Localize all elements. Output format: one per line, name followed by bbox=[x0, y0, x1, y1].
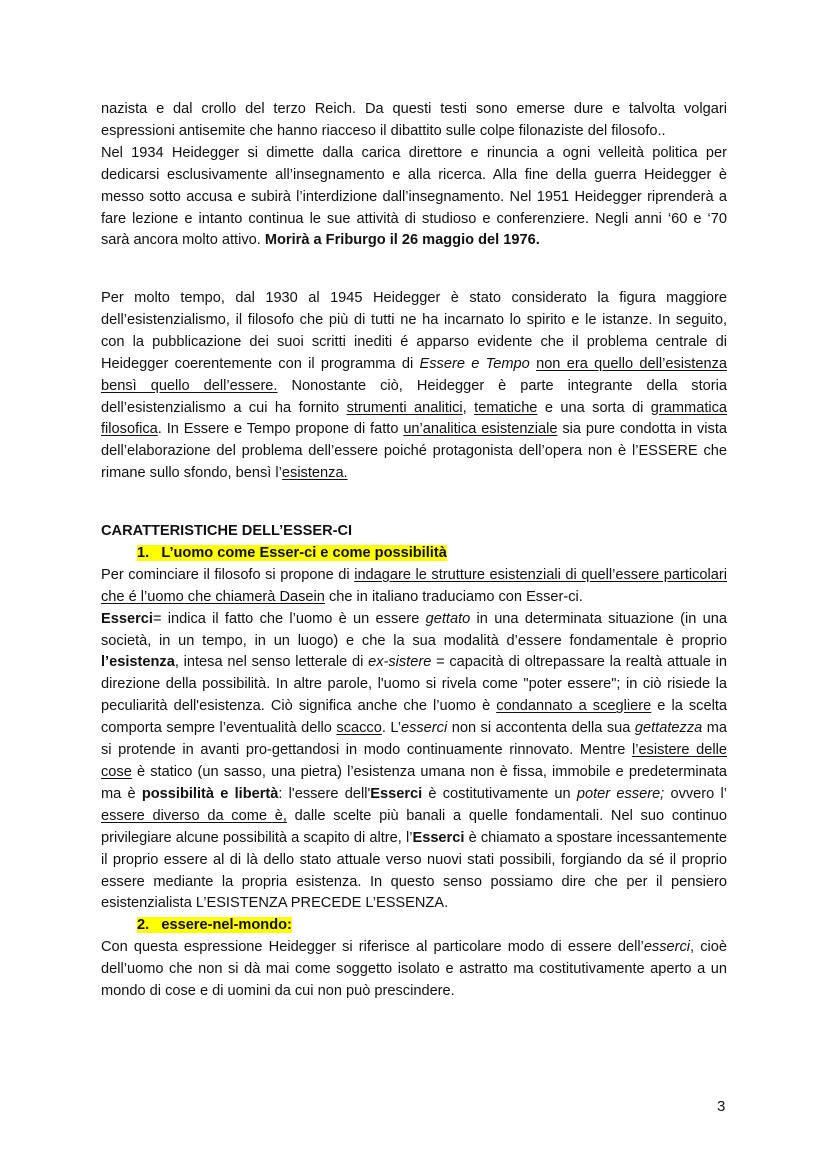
text: . In Essere e Tempo propone di fatto bbox=[157, 421, 404, 438]
text: è costitutivamente un bbox=[422, 785, 577, 802]
text: = capacità di oltrepassare la realtà attuale in direzione della possibilità. In altre parole, l'uomo si rivela come "poter essere"; in ciò risiede la peculiarità dell'esistenza. Ciò significa anche che l’uomo è bbox=[101, 654, 727, 715]
text: , cioè dell’uomo che non si dà mai come soggetto isolato e astratto ma costitutivamente aperto a un mondo di cose e di uomini da cui non può prescindere. bbox=[101, 939, 728, 1000]
italic-term: esserci bbox=[400, 720, 448, 737]
bold-term: Esserci bbox=[412, 829, 465, 846]
text: non si accontenta della sua bbox=[447, 720, 635, 737]
underlined-text: indagare le strutture esistenziali di quell’essere particolari che é l’uomo che chiamerà Dasein bbox=[101, 566, 727, 605]
underlined-text: l’esistere delle cose bbox=[101, 742, 727, 780]
italic-term: ex-sistere bbox=[368, 654, 432, 671]
text: Nonostante ciò, Heidegger è parte integrante della storia dell’esistenzialismo a cui ha fornito bbox=[101, 377, 727, 416]
text: nazista e dal crollo del terzo Reich. Da questi testi sono emerse dure e talvolta volgari espressioni antisemite che hanno riacceso il dibattito sulle colpe filonaziste del filosofo.. bbox=[101, 101, 727, 139]
italic-term: gettatezza bbox=[634, 720, 703, 737]
text: è chiamato a spostare incessantemente il proprio essere al di là dello stato attuale verso nuovi stati possibili, forgiando da sé il proprio essere mediante la propria esistenza. In questo senso possiamo dire che per il pensiero esistenzialista L’ESISTENZA PRECEDE L’ESSENZA. bbox=[101, 829, 727, 912]
paragraph-biography bbox=[101, 99, 727, 252]
list-item-1 bbox=[137, 543, 727, 565]
text: . L’ bbox=[381, 720, 401, 737]
text: e una sorta di bbox=[537, 399, 651, 416]
underlined-text: strumenti analitici bbox=[346, 399, 463, 416]
text: Nel 1934 Heidegger si dimette dalla carica direttore e rinuncia a ogni velleità politica per dedicarsi esclusivamente all’insegnamento e alla ricerca. Alla fine della guerra Heidegger è messo sotto accusa e subirà l’interdizione dall’insegnamento. Nel 1951 Heidegger riprenderà a fare lezione e intanto continua le sue attività di studioso e conferenziere. Negli anni ‘60 e ‘70 sarà ancora molto attivo. bbox=[101, 144, 727, 249]
underlined-text: condannato a scegliere bbox=[496, 698, 652, 715]
underlined-text: un’analitica esistenziale bbox=[403, 421, 558, 438]
list-number: 1. bbox=[137, 544, 150, 561]
page-number: 3 bbox=[717, 1098, 726, 1115]
text: sia pure condotta in vista dell’elaborazione del problema dell’essere poiché protagonista dell’opera non è l’ESSERE che rimane sullo sfondo, bensì l’ bbox=[101, 421, 727, 482]
list-number: 2. bbox=[137, 917, 150, 934]
death-date-text: Morirà a Friburgo il 26 maggio del 1976. bbox=[264, 232, 540, 249]
paragraph-world bbox=[101, 937, 727, 1003]
text: Per cominciare il filosofo si propone di bbox=[101, 566, 355, 583]
bold-term: Esserci bbox=[101, 610, 153, 627]
text: , intesa nel senso letterale di bbox=[174, 654, 369, 671]
paragraph-text bbox=[101, 288, 727, 485]
underlined-text: scacco bbox=[336, 720, 382, 737]
underlined-text: tematiche bbox=[474, 399, 538, 416]
text: Con questa espressione Heidegger si riferisce al particolare modo di essere dell’ bbox=[101, 939, 644, 956]
text: è statico (un sasso, una pietra) l’esistenza umana non è fissa, immobile e predeterminata ma è bbox=[101, 763, 727, 802]
list-item-label: essere-nel-mondo: bbox=[161, 917, 292, 934]
text: ma si protende in avanti pro-gettandosi in modo continuamente rinnovato. Mentre bbox=[101, 720, 728, 759]
text: ovvero l’ bbox=[664, 785, 727, 802]
underlined-text: non era quello dell’esistenza bensì quello dell’essere. bbox=[101, 355, 727, 394]
paragraph-intro bbox=[101, 565, 727, 609]
paragraph-existentialism bbox=[101, 288, 727, 485]
paragraph-line-1 bbox=[101, 99, 727, 143]
underlined-text: esistenza. bbox=[281, 465, 348, 482]
text: = indica il fatto che l’uomo è un essere bbox=[152, 610, 426, 627]
italic-term: gettato bbox=[425, 610, 471, 627]
text: in una determinata situazione (in una società, in un tempo, in un luogo) e che la sua modalità d’essere fondamentale è proprio bbox=[101, 610, 727, 649]
section bbox=[101, 521, 727, 1003]
text: : l'essere dell' bbox=[278, 785, 371, 802]
text: Per molto tempo, dal 1930 al 1945 Heidegger è stato considerato la figura maggiore dell’esistenzialismo, il filosofo che più di tutti ne ha incarnato lo spirito e le istanze. In seguito, con la pubblicazione dei suoi scritti inediti é apparso evidente che il problema centrale di Heidegger coerentemente con il programma di bbox=[101, 290, 727, 372]
list-item-2 bbox=[137, 915, 727, 937]
bold-term: l’esistenza bbox=[101, 654, 175, 671]
paragraph-esserci bbox=[101, 609, 727, 916]
text: , bbox=[462, 399, 475, 416]
italic-term: esserci bbox=[643, 939, 691, 956]
bold-term: Esserci bbox=[370, 785, 423, 802]
text: dalle scelte più banali a quelle fondamentali. Nel suo continuo privilegiare alcune possibilità a scapito di altre, l’ bbox=[101, 807, 727, 846]
text: che in italiano traduciamo con Esser-ci. bbox=[324, 588, 583, 605]
italic-term: poter essere; bbox=[576, 785, 665, 802]
book-title: Essere e Tempo bbox=[419, 355, 530, 372]
section-heading: CARATTERISTICHE DELL’ESSER-CI bbox=[101, 523, 353, 539]
underlined-text: grammatica filosofica bbox=[101, 399, 728, 438]
list-item-label: L’uomo come Esser-ci e come possibilità bbox=[161, 544, 447, 561]
text: e la scelta comporta sempre l’eventualità dello bbox=[101, 698, 727, 737]
underlined-text: essere diverso da come è, bbox=[101, 807, 287, 824]
paragraph-line-2 bbox=[101, 143, 727, 253]
bold-term: possibilità e libertà bbox=[141, 785, 279, 802]
